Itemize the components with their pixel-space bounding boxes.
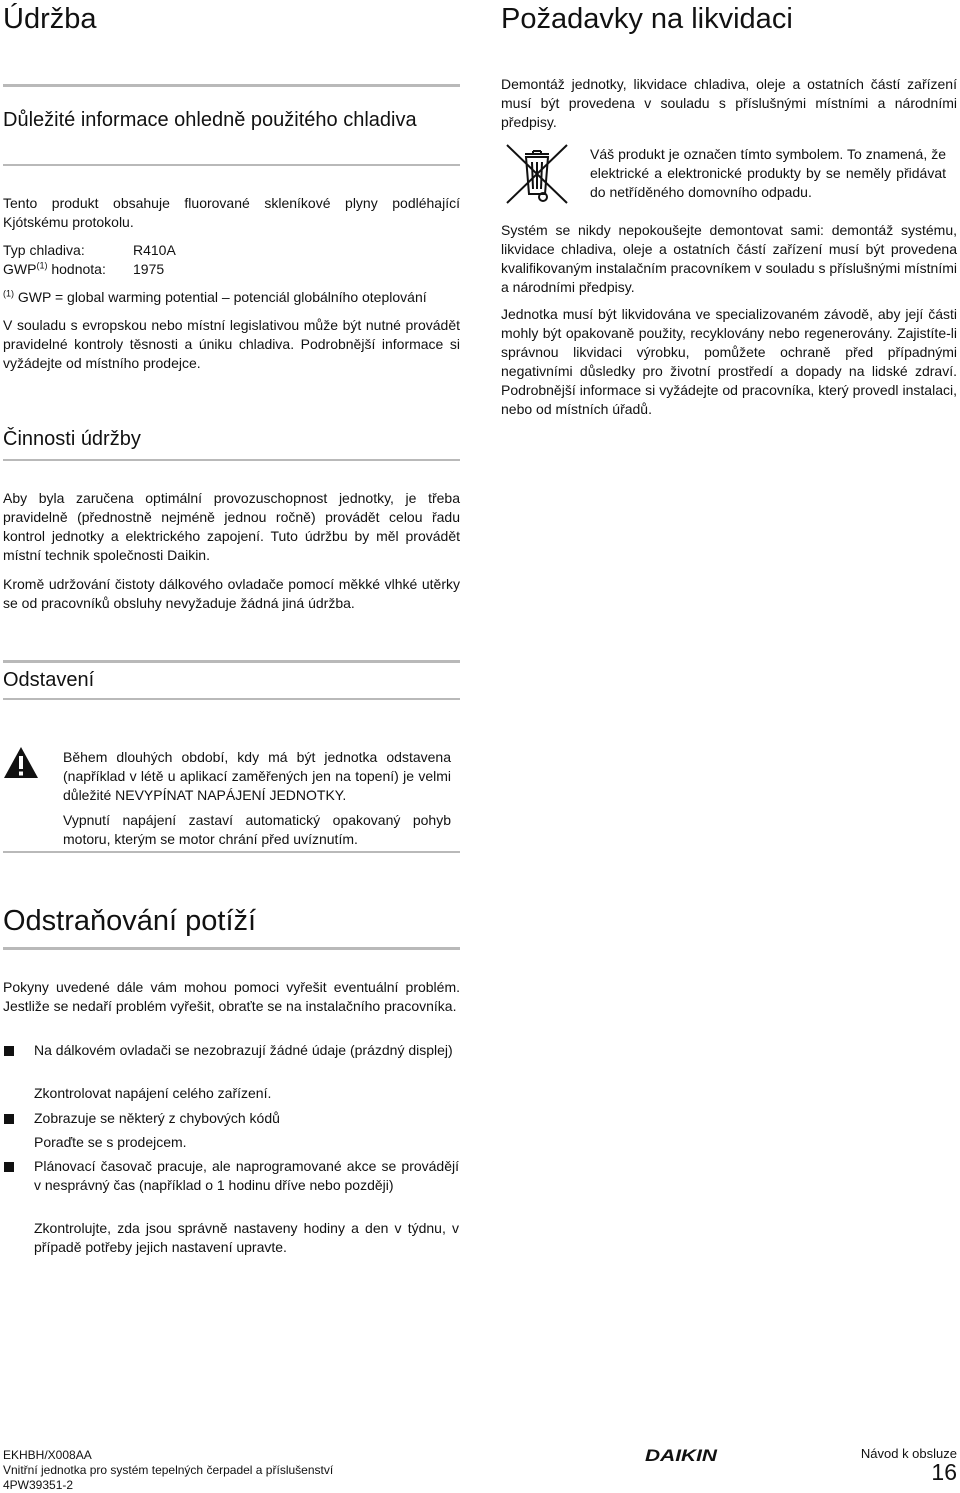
title-likvidace: Požadavky na likvidaci — [501, 3, 793, 35]
title-odstaveni: Odstavení — [3, 669, 95, 691]
brand-text: DAIKIN — [645, 1446, 718, 1465]
paragraph-disposal-3: Jednotka musí být likvidována ve specializovaném závodě, aby její části mohly být opakovaně použity, recyklovány nebo regenerovány. Zajistíte-li správnou likvidaci výrobku, pomůžete ochraně před případnými negativními důsledky pro životní prostředí a dopady na lidské zdraví. Podrobnější informace si vyžádejte od pracovníka, který provedl instalaci, nebo od místních úřadů. — [501, 306, 957, 417]
title-cinnosti: Činnosti údržby — [3, 428, 141, 450]
paragraph-troubleshooting-intro: Pokyny uvedené dále vám mohou pomoci vyřešit eventuální problém. Jestliže se nedaří problém vyřešit, obraťte se na instalačního pracovníka. — [3, 979, 460, 1014]
divider — [3, 947, 460, 950]
bullet-square — [4, 1114, 14, 1124]
gwp-label: GWP$^{(1)}$ hodnota: — [3, 260, 106, 277]
bullet-square — [4, 1162, 14, 1172]
subtitle-chladivo: Důležité informace ohledně použitého chladiva — [3, 109, 417, 131]
footnote: $^{(1)}$ GWP = global warming potential – potenciál globálního oteplování — [3, 288, 427, 305]
footer-model: EKHBH/X008AA — [3, 1448, 92, 1462]
footer-description: Vnitřní jednotka pro systém tepelných čerpadel a příslušenství — [3, 1463, 334, 1477]
crossed-out-wheelie-bin-icon — [503, 142, 571, 206]
gwp-value: 1975 — [133, 261, 165, 277]
bullet-square — [4, 1046, 14, 1056]
refrigerant-table — [3, 241, 176, 279]
paragraph-disposal-1: Demontáž jednotky, likvidace chladiva, oleje a ostatních částí zařízení musí být provedena v souladu s příslušnými místními a národními předpisy. — [501, 76, 957, 130]
title-potize: Odstraňování potíží — [3, 905, 257, 937]
divider — [3, 459, 460, 461]
paragraph-shutdown-2: Vypnutí napájení zastaví automatický opakovaný pohyb motoru, kterým se motor chrání před uvíznutím. — [63, 812, 451, 847]
divider — [3, 164, 460, 166]
paragraph-shutdown-1: Během dlouhých období, kdy má být jednotka odstavena (například v létě u aplikací zaměřených jen na topení) je velmi důležité NEVYPÍNAT NAPÁJENÍ JEDNOTKY. — [63, 749, 451, 803]
warning-triangle-icon — [3, 746, 39, 779]
paragraph-maintenance-2: Kromě udržování čistoty dálkového ovladače pomocí měkké vlhké utěrky se od pracovníků obsluhy nevyžaduje žádná jiná údržba. — [3, 576, 460, 611]
list-item-problem: Na dálkovém ovladači se nezobrazují žádné údaje (prázdný displej) — [34, 1042, 453, 1058]
list-item-problem: Plánovací časovač pracuje, ale naprogramované akce se provádějí v nesprávný čas (například o 1 hodinu dříve nebo později) — [34, 1158, 459, 1193]
footer-manual: Návod k obsluze — [860, 1446, 957, 1461]
list-item-solution: Zkontrolovat napájení celého zařízení. — [34, 1085, 272, 1101]
daikin-logo-icon — [645, 1445, 719, 1465]
refrigerant-label: Typ chladiva: — [3, 242, 85, 258]
refrigerant-value: R410A — [133, 242, 176, 258]
paragraph-disposal-2: Systém se nikdy nepokoušejte demontovat sami: demontáž systému, likvidace chladiva, oleje a ostatních částí zařízení musí být provedena kvalifikovaným instalačním pracovníkem v souladu s příslušnými místními a národními předpisy. — [501, 222, 957, 295]
list-item-solution: Zkontrolujte, zda jsou správně nastaveny hodiny a den v týdnu, v případě potřeby jejich nastavení upravte. — [34, 1220, 459, 1255]
divider — [3, 698, 460, 700]
footer-doc-code: 4PW39351-2 — [3, 1478, 74, 1492]
page-number: 16 — [931, 1459, 957, 1485]
paragraph-legislation: V souladu s evropskou nebo místní legislativou může být nutné provádět pravidelné kontroly těsnosti a úniku chladiva. Podrobnější informace si vyžádejte od místního prodejce. — [3, 317, 460, 371]
list-item-solution: Poraďte se s prodejcem. — [34, 1134, 187, 1150]
paragraph-maintenance-1: Aby byla zaručena optimální provozuschopnost jednotky, je třeba pravidelně (přednostně nejméně jednou ročně) provádět celou řadu kontrol jednotky a elektrického zapojení. Tuto údržbu by měl provádět místní technik společnosti Daikin. — [3, 490, 460, 563]
paragraph-weee-symbol: Váš produkt je označen tímto symbolem. To znamená, že elektrické a elektronické produkty by se neměly přidávat do netříděného domovního odpadu. — [590, 146, 946, 200]
divider — [3, 660, 460, 663]
list-item-problem: Zobrazuje se některý z chybových kódů — [34, 1110, 280, 1126]
paragraph-intro: Tento produkt obsahuje fluorované skleníkové plyny podléhající Kjótskému protokolu. — [3, 195, 460, 230]
divider — [3, 851, 460, 853]
divider — [3, 84, 460, 87]
title-udrzba: Údržba — [3, 3, 97, 35]
